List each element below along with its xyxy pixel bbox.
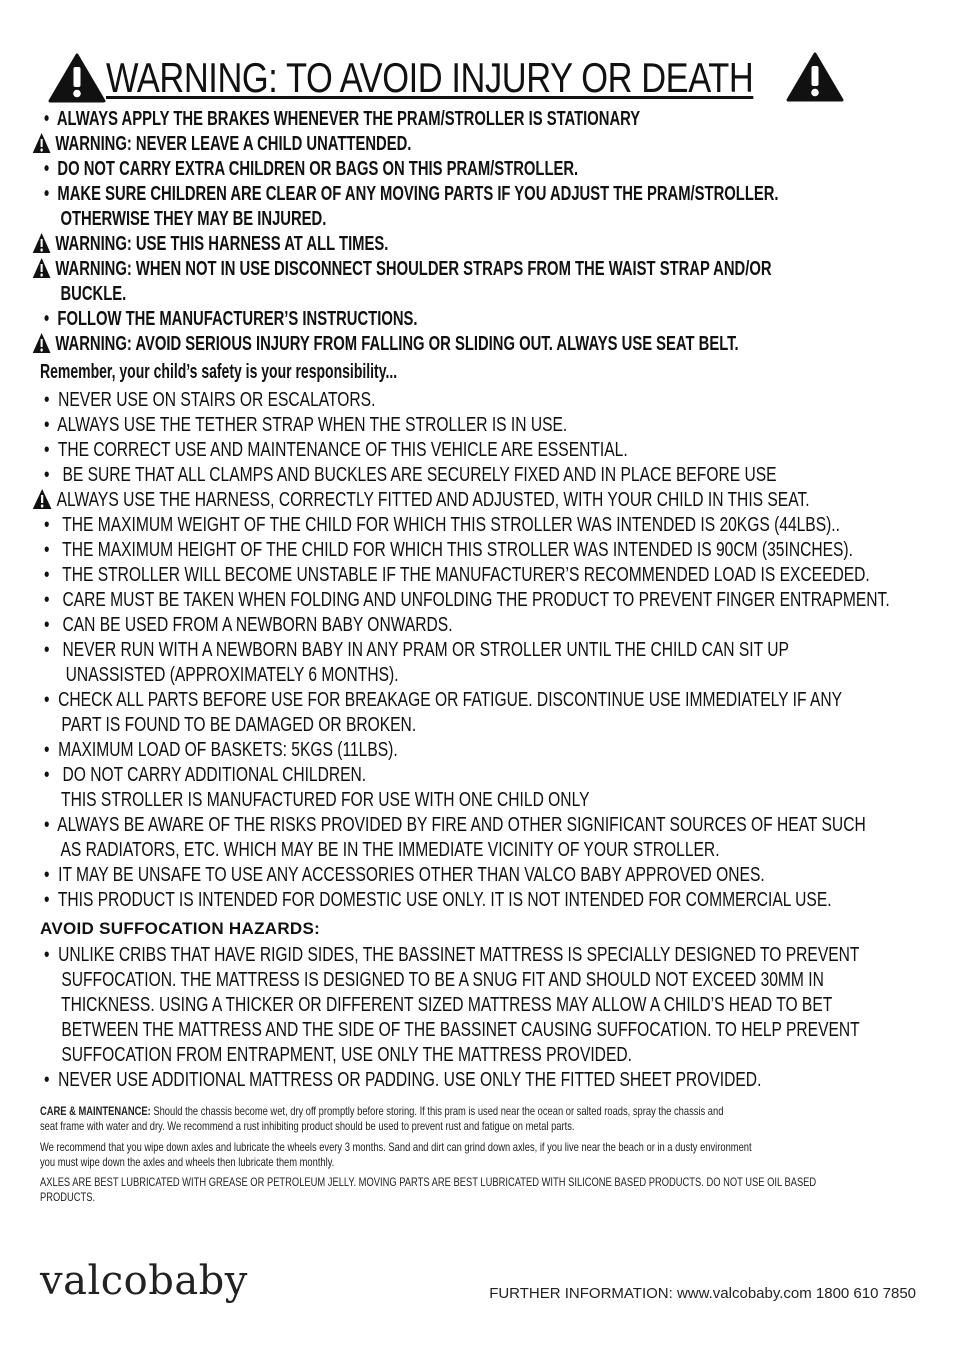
page-title: WARNING: TO AVOID INJURY OR DEATH bbox=[106, 54, 754, 101]
line-text: WARNING: AVOID SERIOUS INJURY FROM FALLING OR SLIDING OUT. ALWAYS USE SEAT BELT. bbox=[55, 333, 739, 355]
line-text: • NEVER USE ADDITIONAL MATTRESS OR PADDING. USE ONLY THE FITTED SHEET PROVIDED. bbox=[44, 1069, 762, 1091]
line-text: • NEVER RUN WITH A NEWBORN BABY IN ANY PRAM OR STROLLER UNTIL THE CHILD CAN SIT UP bbox=[44, 639, 789, 661]
list-item bbox=[44, 688, 842, 713]
line-text: • THE STROLLER WILL BECOME UNSTABLE IF THE MANUFACTURER’S RECOMMENDED LOAD IS EXCEEDED. bbox=[44, 564, 870, 586]
list-item bbox=[44, 513, 840, 538]
care-paragraph-3 bbox=[40, 1175, 898, 1205]
list-item bbox=[44, 157, 578, 182]
line-text: • CAN BE USED FROM A NEWBORN BABY ONWARDS. bbox=[44, 614, 453, 636]
line-text: • BE SURE THAT ALL CLAMPS AND BUCKLES ARE SECURELY FIXED AND IN PLACE BEFORE USE bbox=[44, 464, 777, 486]
hazard-item bbox=[44, 993, 832, 1018]
warning-triangle-icon bbox=[786, 52, 844, 102]
list-item bbox=[44, 813, 866, 838]
line-text: SUFFOCATION FROM ENTRAPMENT, USE ONLY THE MATTRESS PROVIDED. bbox=[44, 1044, 632, 1066]
list-item bbox=[44, 438, 628, 463]
list-item bbox=[44, 563, 870, 588]
line-text: ALWAYS USE THE HARNESS, CORRECTLY FITTED AND ADJUSTED, WITH YOUR CHILD IN THIS SEAT. bbox=[56, 489, 810, 511]
line-text: • ALWAYS USE THE TETHER STRAP WHEN THE STROLLER IS IN USE. bbox=[44, 414, 568, 436]
line-text: • THE MAXIMUM HEIGHT OF THE CHILD FOR WHICH THIS STROLLER WAS INTENDED IS 90CM (35INCHES). bbox=[44, 539, 853, 561]
list-item bbox=[44, 207, 326, 232]
line-text: • NEVER USE ON STAIRS OR ESCALATORS. bbox=[44, 389, 376, 411]
line-text: • CHECK ALL PARTS BEFORE USE FOR BREAKAGE OR FATIGUE. DISCONTINUE USE IMMEDIATELY IF ANY bbox=[44, 689, 843, 711]
warning-title-row bbox=[48, 50, 926, 106]
line-text: AS RADIATORS, ETC. WHICH MAY BE IN THE IMMEDIATE VICINITY OF YOUR STROLLER. bbox=[44, 839, 720, 861]
list-item bbox=[44, 788, 590, 813]
warning-triangle-icon bbox=[32, 257, 51, 279]
line-text: • ALWAYS APPLY THE BRAKES WHENEVER THE PRAM/STROLLER IS STATIONARY bbox=[44, 108, 641, 130]
list-item bbox=[44, 538, 853, 563]
list-item bbox=[44, 738, 398, 763]
list-item bbox=[44, 282, 126, 307]
line-text: • UNLIKE CRIBS THAT HAVE RIGID SIDES, THE BASSINET MATTRESS IS SPECIALLY DESIGNED TO PREVENT bbox=[44, 944, 860, 966]
warning-triangle-icon bbox=[32, 232, 51, 254]
line-text: • IT MAY BE UNSAFE TO USE ANY ACCESSORIES OTHER THAN VALCO BABY APPROVED ONES. bbox=[44, 864, 765, 886]
care-text: We recommend that you wipe down axles and lubricate the wheels every 3 months. Sand and dirt can grind down axles, if you live near the beach or in a dusty environment bbox=[40, 1140, 752, 1154]
line-text: SUFFOCATION. THE MATTRESS IS DESIGNED TO BE A SNUG FIT AND SHOULD NOT EXCEED 30MM IN bbox=[44, 969, 824, 991]
warning-triangle-icon bbox=[32, 132, 51, 154]
line-text: • DO NOT CARRY EXTRA CHILDREN OR BAGS ON THIS PRAM/STROLLER. bbox=[44, 158, 579, 180]
warning-triangle-icon bbox=[32, 332, 51, 354]
line-text: • THE MAXIMUM WEIGHT OF THE CHILD FOR WHICH THIS STROLLER WAS INTENDED IS 20KGS (44LBS).. bbox=[44, 514, 840, 536]
care-label: CARE & MAINTENANCE: bbox=[40, 1104, 151, 1118]
list-item bbox=[44, 888, 832, 913]
list-item bbox=[44, 307, 418, 332]
warning-item bbox=[32, 232, 388, 257]
warning-item bbox=[32, 132, 411, 157]
line-text: • FOLLOW THE MANUFACTURER’S INSTRUCTIONS. bbox=[44, 308, 418, 330]
list-item bbox=[44, 663, 399, 688]
list-item bbox=[44, 107, 640, 132]
line-text: • MAKE SURE CHILDREN ARE CLEAR OF ANY MOVING PARTS IF YOU ADJUST THE PRAM/STROLLER. bbox=[44, 183, 779, 205]
line-text: PART IS FOUND TO BE DAMAGED OR BROKEN. bbox=[44, 714, 417, 736]
list-item bbox=[44, 613, 453, 638]
line-text: WARNING: WHEN NOT IN USE DISCONNECT SHOULDER STRAPS FROM THE WAIST STRAP AND/OR bbox=[55, 258, 772, 280]
line-text: UNASSISTED (APPROXIMATELY 6 MONTHS). bbox=[44, 664, 399, 686]
list-item bbox=[44, 463, 777, 488]
care-text: PRODUCTS. bbox=[40, 1190, 96, 1204]
line-text: Remember, your child’s safety is your responsibility... bbox=[40, 361, 398, 383]
line-text: • DO NOT CARRY ADDITIONAL CHILDREN. bbox=[44, 764, 367, 786]
list-item bbox=[44, 588, 890, 613]
list-item bbox=[44, 182, 779, 207]
line-text: OTHERWISE THEY MAY BE INJURED. bbox=[44, 208, 327, 230]
list-item bbox=[44, 863, 765, 888]
line-text: • MAXIMUM LOAD OF BASKETS: 5KGS (11LBS). bbox=[44, 739, 398, 761]
care-text: Should the chassis become wet, dry off promptly before storing. If this pram is used near the ocean or salted roads, spray the chassis and bbox=[150, 1104, 724, 1118]
list-item bbox=[44, 838, 720, 863]
hazard-item bbox=[44, 968, 824, 993]
hazard-item bbox=[44, 1018, 860, 1043]
care-paragraph-1 bbox=[40, 1104, 898, 1134]
brand-logo: valcobaby bbox=[40, 1258, 248, 1304]
warning-triangle-icon bbox=[32, 488, 52, 510]
line-text: • THIS PRODUCT IS INTENDED FOR DOMESTIC USE ONLY. IT IS NOT INTENDED FOR COMMERCIAL USE. bbox=[44, 889, 832, 911]
hazard-item bbox=[44, 1068, 761, 1093]
care-text: AXLES ARE BEST LUBRICATED WITH GREASE OR PETROLEUM JELLY. MOVING PARTS ARE BEST LUBRICATED WITH SILICONE BASED PRODUCTS. DO NOT USE OIL BASED bbox=[40, 1175, 817, 1189]
warning-item bbox=[32, 257, 772, 282]
further-information: FURTHER INFORMATION: www.valcobaby.com 1800 610 7850 bbox=[489, 1285, 916, 1302]
line-text: THICKNESS. USING A THICKER OR DIFFERENT SIZED MATTRESS MAY ALLOW A CHILD’S HEAD TO BET bbox=[44, 994, 833, 1016]
list-item bbox=[44, 763, 366, 788]
line-text: THIS STROLLER IS MANUFACTURED FOR USE WITH ONE CHILD ONLY bbox=[44, 789, 590, 811]
line-text: BUCKLE. bbox=[44, 283, 127, 305]
line-text: • CARE MUST BE TAKEN WHEN FOLDING AND UNFOLDING THE PRODUCT TO PREVENT FINGER ENTRAPMENT. bbox=[44, 589, 890, 611]
line-text: WARNING: NEVER LEAVE A CHILD UNATTENDED. bbox=[55, 133, 412, 155]
line-text: • THE CORRECT USE AND MAINTENANCE OF THIS VEHICLE ARE ESSENTIAL. bbox=[44, 439, 628, 461]
warning-item bbox=[32, 332, 739, 357]
care-paragraph-2 bbox=[40, 1140, 898, 1170]
line-text: BETWEEN THE MATTRESS AND THE SIDE OF THE BASSINET CAUSING SUFFOCATION. TO HELP PREVENT bbox=[44, 1019, 860, 1041]
hazards-heading: AVOID SUFFOCATION HAZARDS: bbox=[40, 919, 321, 938]
warning-item bbox=[32, 488, 810, 513]
hazard-item bbox=[44, 943, 859, 968]
list-item bbox=[44, 413, 567, 438]
list-item bbox=[44, 713, 416, 738]
care-text: seat frame with water and dry. We recommend a rust inhibiting product should be used to prevent rust and fatigue on metal parts. bbox=[40, 1119, 575, 1133]
list-item bbox=[44, 638, 789, 663]
line-text: • ALWAYS BE AWARE OF THE RISKS PROVIDED BY FIRE AND OTHER SIGNIFICANT SOURCES OF HEAT SUCH bbox=[44, 814, 866, 836]
reminder-text bbox=[40, 360, 397, 385]
list-item bbox=[44, 388, 375, 413]
warning-triangle-icon bbox=[48, 53, 106, 103]
hazard-item bbox=[44, 1043, 632, 1068]
care-text: you must wipe down the axles and wheels then lubricate them monthly. bbox=[40, 1155, 335, 1169]
line-text: WARNING: USE THIS HARNESS AT ALL TIMES. bbox=[55, 233, 389, 255]
